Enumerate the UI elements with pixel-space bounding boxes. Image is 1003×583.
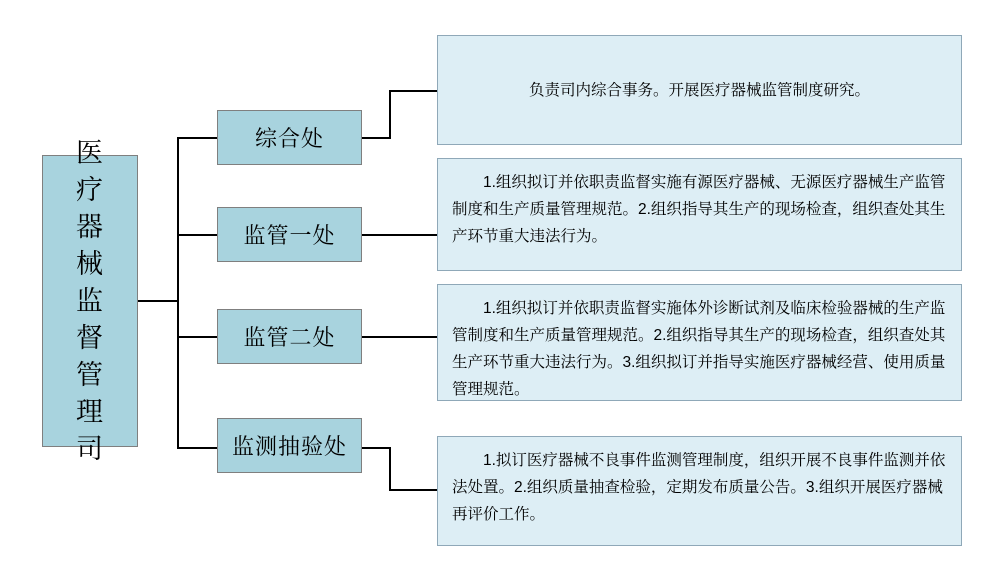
- connector-dept1-to-desc: [362, 234, 438, 236]
- connector-branch-0: [177, 137, 218, 139]
- connector-dept2-to-desc: [362, 336, 438, 338]
- description-box-comprehensive: [437, 35, 962, 145]
- dept-node-comprehensive[interactable]: [217, 110, 362, 165]
- dept-node-monitoring-sampling[interactable]: [217, 418, 362, 473]
- connector-dept0-to-desc: [389, 90, 438, 92]
- connector-trunk: [177, 137, 179, 449]
- description-box-supervision-2: [437, 284, 962, 401]
- dept-node-supervision-1[interactable]: [217, 207, 362, 262]
- connector-root-stub: [138, 300, 178, 302]
- connector-dept0-riser: [389, 90, 391, 139]
- dept-node-label: 监测抽验处: [231, 434, 347, 459]
- description-text: 1.组织拟订并依职责监督实施有源医疗器械、无源医疗器械生产监管制度和生产质量管理规范。2.组织指导其生产的现场检查，组织查处其生产环节重大违法行为。: [452, 174, 946, 245]
- description-text: 1.拟订医疗器械不良事件监测管理制度，组织开展不良事件监测并依法处置。2.组织质量抽查检验，定期发布质量公告。3.组织开展医疗器械再评价工作。: [452, 452, 946, 523]
- root-node[interactable]: [42, 137, 138, 464]
- connector-dept3-to-desc: [389, 489, 438, 491]
- dept-node-label: 监管一处: [243, 223, 336, 248]
- connector-branch-1: [177, 234, 218, 236]
- description-box-supervision-1: [437, 158, 962, 271]
- connector-branch-2: [177, 336, 218, 338]
- dept-node-label: 综合处: [254, 126, 324, 151]
- description-text: 1.组织拟订并依职责监督实施体外诊断试剂及临床检验器械的生产监管制度和生产质量管理规范。2.组织指导其生产的现场检查，组织查处其生产环节重大违法行为。3.组织拟订并指导实施医疗器械经营、使用质量管理规范。: [452, 300, 946, 398]
- description-text: 负责司内综合事务。开展医疗器械监管制度研究。: [528, 81, 870, 99]
- connector-dept3-stub: [362, 447, 391, 449]
- connector-branch-3: [177, 447, 218, 449]
- dept-node-supervision-2[interactable]: [217, 309, 362, 364]
- connector-dept3-riser: [389, 447, 391, 491]
- description-box-monitoring-sampling: [437, 436, 962, 546]
- dept-node-label: 监管二处: [243, 325, 336, 350]
- root-node-label: 医疗器械监督管理司: [76, 137, 104, 464]
- connector-dept0-stub: [362, 137, 391, 139]
